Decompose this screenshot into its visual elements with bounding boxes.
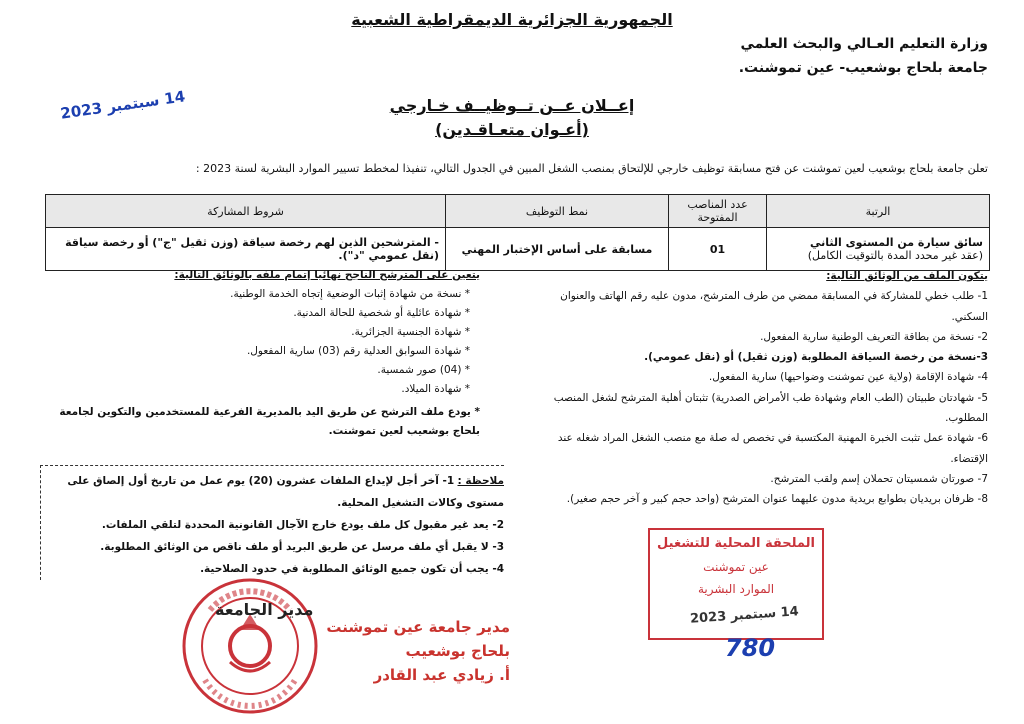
announcement-title: إعــلان عــن تــوظيــف خـارجي <box>389 96 635 115</box>
notes-label: ملاحظة : <box>457 475 504 487</box>
documents-list <box>528 266 988 510</box>
table-header-row <box>46 195 990 228</box>
header-rank: الرتبة <box>767 195 990 228</box>
note-item: 1- آخر أجل لإيداع الملفات عشرون (20) يوم عمل من تاريخ أول إلصاق على مستوى وكالات التشغيل المحلية. <box>67 475 504 509</box>
note-item: 4- يجب أن تكون جميع الوثائق المطلوبة في حدود الصلاحية. <box>200 563 504 575</box>
director-title: مدير الجامعة <box>215 600 314 619</box>
ministry-name: وزارة التعليم العـالي والبحث العلمي <box>740 36 988 52</box>
list-item: * شهادة السوابق العدلية رقم (03) سارية المفعول. <box>246 345 470 357</box>
agency-stamp-date: 14 سبتمبر 2023 <box>689 604 800 627</box>
date-stamp: 14 سبتمبر 2023 <box>59 87 187 123</box>
signature-line: بلحاج بوشعيب <box>405 642 510 660</box>
signature-name: أ. زيادي عبد القادر <box>373 666 510 684</box>
list-item: 2- نسخة من بطاقة التعريف الوطنية سارية المفعول. <box>760 330 988 343</box>
list-item: 3-نسخة من رخصة السياقة المطلوبة (وزن ثقيل) أو (نقل عمومي). <box>644 351 988 364</box>
intro-paragraph: تعلن جامعة بلحاج بوشعيب لعين تموشنت عن فتح مسابقة توظيف خارجي للإلتحاق بمنصب الشغل المبين في الجدول التالي، تنفيذا لمخطط تسيير الموارد البشرية لسنة 2023 : <box>195 162 988 175</box>
list-item: 8- ظرفان بريديان بطوابع بريدية مدون عليهما عنوان المترشح (واحد حجم كبير و آخر حجم صغير). <box>566 493 988 506</box>
agency-registration-number: 780 <box>725 634 776 662</box>
signature-line: مدير جامعة عين تموشنت <box>326 618 510 636</box>
cell-rank <box>767 228 990 271</box>
agency-dept: الموارد البشرية <box>697 582 775 596</box>
cell-conditions: - المترشحين الذين لهم رخصة سياقة (وزن ثقيل "ج") أو رخصة سياقة (نقل عمومي "د"). <box>46 228 446 271</box>
note-item: 3- لا يقبل أي ملف مرسل عن طريق البريد أو ملف ناقص من الوثائق المطلوبة. <box>100 541 504 553</box>
agency-name: الملحقة المحلية للتشغيل <box>657 536 815 551</box>
list-item: 5- شهادتان طبيتان (الطب العام وشهادة طب الأمراض الصدرية) تثبتان أهلية المترشح لشغل المنصب المطلوب. <box>553 391 988 425</box>
successful-candidate-documents <box>40 266 480 441</box>
list-item: 6- شهادة عمل تثبت الخبرة المهنية المكتسبة في تخصص له صلة مع منصب الشغل المراد شغله عند الإقتضاء. <box>557 432 988 465</box>
header-conditions: شروط المشاركة <box>46 195 446 228</box>
university-name: جامعة بلحاج بوشعيب- عين تموشنت. <box>738 60 988 76</box>
list-item: * شهادة الميلاد. <box>401 383 470 395</box>
table-row <box>46 228 990 271</box>
header-count: عدد المناصب المفتوحة <box>669 195 767 228</box>
documents-heading: يتكون الملف من الوثائق التالية: <box>826 270 988 282</box>
list-item: * (04) صور شمسية. <box>377 364 470 376</box>
notes-box <box>40 465 504 580</box>
cell-count: 01 <box>669 228 767 271</box>
list-item: * شهادة عائلية أو شخصية للحالة المدنية. <box>293 307 470 319</box>
header-mode: نمط التوظيف <box>446 195 669 228</box>
announcement-subtitle: (أعـوان متعـاقـدين) <box>435 120 589 139</box>
positions-table <box>45 194 990 271</box>
rank-title: سائق سيارة من المستوى الثاني <box>809 236 983 249</box>
signature-block <box>300 615 510 687</box>
rank-contract: (عقد غير محدد المدة بالتوقيت الكامل) <box>807 249 983 262</box>
list-item: * نسخة من شهادة إثبات الوضعية إتجاه الخدمة الوطنية. <box>230 288 470 300</box>
submission-note: * يودع ملف الترشح عن طريق اليد بالمديرية الفرعية للمستخدمين والتكوين لجامعة بلحاج بوشعيب لعين تموشنت. <box>59 406 480 437</box>
republic-heading: الجمهورية الجزائرية الديمقراطية الشعبية <box>351 10 673 29</box>
list-item: 1- طلب خطي للمشاركة في المسابقة ممضي من طرف المترشح، مدون عليه رقم الهاتف والعنوان السكني. <box>560 290 988 323</box>
list-item: 4- شهادة الإقامة (ولاية عين تموشنت وضواحيها) سارية المفعول. <box>708 371 988 384</box>
agency-city: عين تموشنت <box>703 560 769 574</box>
list-item: 7- صورتان شمسيتان تحملان إسم ولقب المترشح. <box>770 472 988 485</box>
winner-heading: يتعين على المترشح الناجح نهائيا إتمام ملفه بالوثائق التالية: <box>174 269 480 281</box>
cell-mode: مسابقة على أساس الإختبار المهني <box>446 228 669 271</box>
note-item: 2- يعد غير مقبول كل ملف يودع خارج الآجال القانونية المحددة لتلقي الملفات. <box>101 519 504 531</box>
list-item: * شهادة الجنسية الجزائرية. <box>351 326 470 338</box>
